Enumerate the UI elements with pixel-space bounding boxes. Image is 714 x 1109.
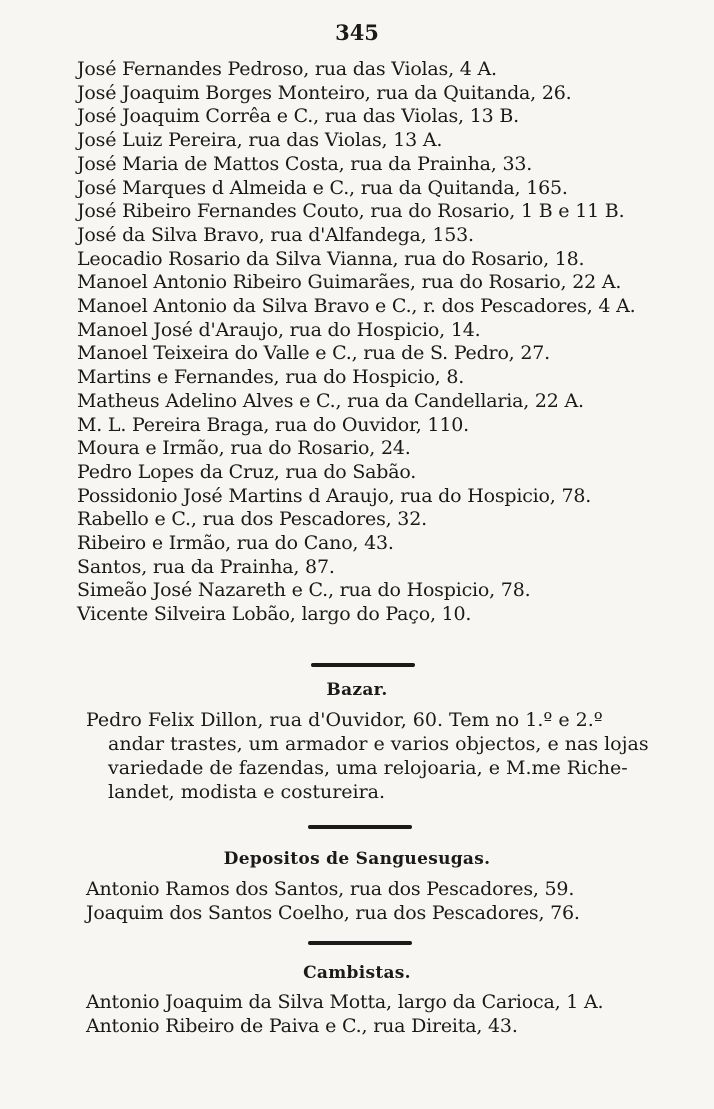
page-number: 345 <box>335 20 379 45</box>
list-item: Leocadio Rosario da Silva Vianna, rua do Rosario, 18. <box>77 247 585 270</box>
bazar-paragraph <box>86 708 671 804</box>
list-item: José Marques d Almeida e C., rua da Quitanda, 165. <box>77 176 568 199</box>
section-heading-sanguesugas: Depositos de Sanguesugas. <box>223 849 491 869</box>
list-item: Manoel José d'Araujo, rua do Hospicio, 14. <box>77 318 481 341</box>
list-item: Santos, rua da Prainha, 87. <box>77 555 335 578</box>
list-item: José da Silva Bravo, rua d'Alfandega, 153. <box>77 223 474 246</box>
list-item: Moura e Irmão, rua do Rosario, 24. <box>77 437 411 460</box>
list-item: Antonio Joaquim da Silva Motta, largo da Carioca, 1 A. <box>86 991 604 1013</box>
section-divider <box>311 663 415 667</box>
list-item: Rabello e C., rua dos Pescadores, 32. <box>77 508 427 531</box>
list-item: Martins e Fernandes, rua do Hospicio, 8. <box>77 366 465 389</box>
merchant-list <box>77 58 677 627</box>
paragraph-line: variedade de fazendas, uma relojoaria, e M.me Riche- <box>108 757 628 779</box>
list-item: Antonio Ramos dos Santos, rua dos Pescadores, 59. <box>86 878 575 900</box>
list-item: José Maria de Mattos Costa, rua da Prainha, 33. <box>77 152 533 175</box>
list-item: José Ribeiro Fernandes Couto, rua do Rosario, 1 B e 11 B. <box>77 200 625 223</box>
list-item: Ribeiro e Irmão, rua do Cano, 43. <box>77 532 394 555</box>
list-item: Matheus Adelino Alves e C., rua da Candellaria, 22 A. <box>77 389 584 412</box>
list-item: Simeão José Nazareth e C., rua do Hospicio, 78. <box>77 579 531 602</box>
sanguesugas-list <box>86 878 686 925</box>
paragraph-line: andar trastes, um armador e varios objectos, e nas lojas <box>108 733 649 755</box>
list-item: Possidonio José Martins d Araujo, rua do Hospicio, 78. <box>77 484 592 507</box>
section-divider <box>308 825 412 829</box>
paragraph-line: landet, modista e costureira. <box>108 781 386 803</box>
section-divider <box>308 941 412 945</box>
list-item: Manoel Antonio da Silva Bravo e C., r. dos Pescadores, 4 A. <box>77 295 636 318</box>
section-heading-bazar: Bazar. <box>326 680 388 700</box>
list-item: José Joaquim Borges Monteiro, rua da Quitanda, 26. <box>77 81 572 104</box>
list-item: Joaquim dos Santos Coelho, rua dos Pescadores, 76. <box>86 901 580 924</box>
list-item: José Fernandes Pedroso, rua das Violas, 4 A. <box>77 58 497 80</box>
list-item: Antonio Ribeiro de Paiva e C., rua Direita, 43. <box>86 1014 518 1037</box>
list-item: Manoel Antonio Ribeiro Guimarães, rua do Rosario, 22 A. <box>77 271 622 294</box>
cambistas-list <box>86 991 686 1038</box>
list-item: Manoel Teixeira do Valle e C., rua de S. Pedro, 27. <box>77 342 550 365</box>
section-heading-cambistas: Cambistas. <box>303 963 411 983</box>
list-item: José Luiz Pereira, rua das Violas, 13 A. <box>77 129 443 152</box>
list-item: Pedro Lopes da Cruz, rua do Sabão. <box>77 460 417 483</box>
list-item: José Joaquim Corrêa e C., rua das Violas, 13 B. <box>77 105 519 128</box>
paragraph-line: Pedro Felix Dillon, rua d'Ouvidor, 60. Tem no 1.º e 2.º <box>86 709 603 731</box>
list-item: Vicente Silveira Lobão, largo do Paço, 10. <box>77 603 472 626</box>
list-item: M. L. Pereira Braga, rua do Ouvidor, 110. <box>77 413 469 436</box>
